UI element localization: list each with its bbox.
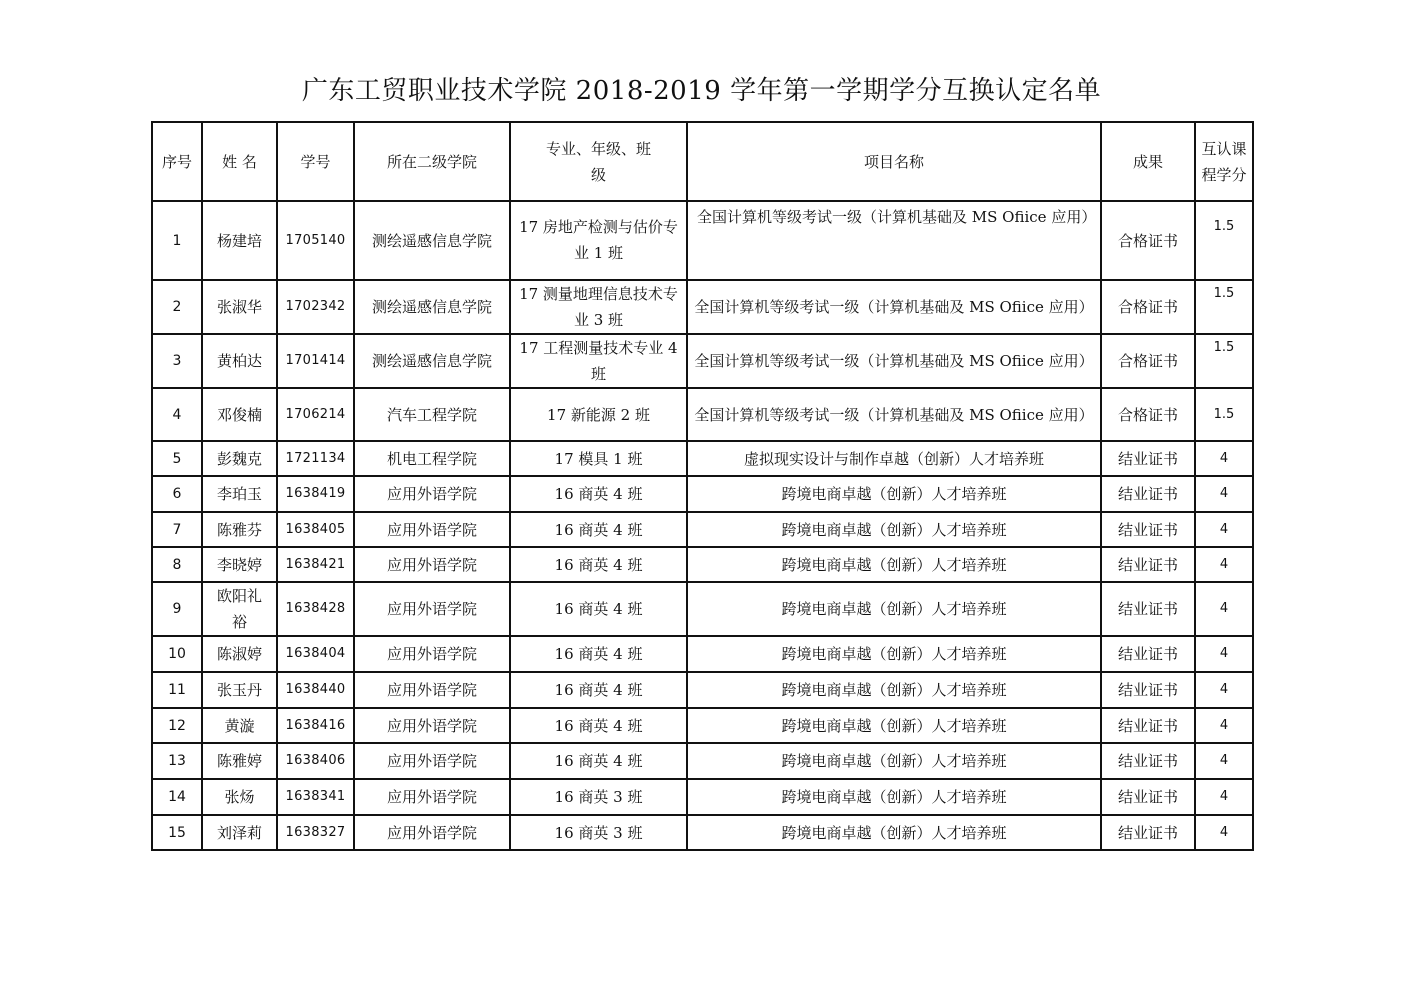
cell-major: 16 商英 4 班 bbox=[510, 672, 687, 708]
cell-student-id: 1638406 bbox=[277, 743, 354, 779]
cell-college: 应用外语学院 bbox=[354, 547, 510, 582]
table-row bbox=[152, 743, 1253, 779]
cell-seq: 3 bbox=[152, 334, 202, 388]
cell-seq: 14 bbox=[152, 779, 202, 815]
cell-seq: 8 bbox=[152, 547, 202, 582]
cell-seq: 7 bbox=[152, 512, 202, 547]
cell-name: 欧阳礼裕 bbox=[202, 582, 277, 636]
cell-result: 结业证书 bbox=[1101, 441, 1195, 476]
cell-project: 全国计算机等级考试一级（计算机基础及 MS Ofiice 应用） bbox=[687, 334, 1101, 388]
cell-result: 结业证书 bbox=[1101, 547, 1195, 582]
cell-name: 陈淑婷 bbox=[202, 636, 277, 672]
cell-result: 合格证书 bbox=[1101, 388, 1195, 441]
cell-student-id: 1706214 bbox=[277, 388, 354, 441]
cell-student-id: 1638421 bbox=[277, 547, 354, 582]
cell-student-id: 1638405 bbox=[277, 512, 354, 547]
table-row bbox=[152, 388, 1253, 441]
cell-name: 杨建培 bbox=[202, 201, 277, 280]
cell-credits: 4 bbox=[1195, 815, 1253, 850]
header-seq: 序号 bbox=[152, 122, 202, 201]
cell-credits: 4 bbox=[1195, 512, 1253, 547]
table-row bbox=[152, 815, 1253, 850]
cell-major: 16 商英 4 班 bbox=[510, 636, 687, 672]
cell-name: 李晓婷 bbox=[202, 547, 277, 582]
cell-seq: 12 bbox=[152, 708, 202, 743]
cell-name: 张淑华 bbox=[202, 280, 277, 334]
cell-result: 结业证书 bbox=[1101, 708, 1195, 743]
cell-project: 全国计算机等级考试一级（计算机基础及 MS Ofiice 应用） bbox=[687, 201, 1101, 280]
cell-college: 应用外语学院 bbox=[354, 815, 510, 850]
header-credits: 互认课程学分 bbox=[1195, 122, 1253, 201]
cell-result: 结业证书 bbox=[1101, 636, 1195, 672]
cell-college: 应用外语学院 bbox=[354, 636, 510, 672]
cell-name: 黄柏达 bbox=[202, 334, 277, 388]
cell-major: 16 商英 4 班 bbox=[510, 547, 687, 582]
cell-seq: 2 bbox=[152, 280, 202, 334]
cell-seq: 6 bbox=[152, 476, 202, 512]
cell-result: 合格证书 bbox=[1101, 201, 1195, 280]
cell-major: 16 商英 4 班 bbox=[510, 708, 687, 743]
cell-project: 全国计算机等级考试一级（计算机基础及 MS Ofiice 应用） bbox=[687, 280, 1101, 334]
cell-credits: 1.5 bbox=[1195, 280, 1253, 334]
table-row bbox=[152, 582, 1253, 636]
cell-college: 应用外语学院 bbox=[354, 476, 510, 512]
cell-result: 结业证书 bbox=[1101, 779, 1195, 815]
table-row bbox=[152, 547, 1253, 582]
cell-project: 跨境电商卓越（创新）人才培养班 bbox=[687, 779, 1101, 815]
cell-result: 结业证书 bbox=[1101, 743, 1195, 779]
header-row bbox=[152, 122, 1253, 201]
cell-name: 李珀玉 bbox=[202, 476, 277, 512]
cell-student-id: 1702342 bbox=[277, 280, 354, 334]
cell-seq: 1 bbox=[152, 201, 202, 280]
cell-name: 彭魏克 bbox=[202, 441, 277, 476]
cell-credits: 4 bbox=[1195, 708, 1253, 743]
cell-college: 应用外语学院 bbox=[354, 512, 510, 547]
cell-credits: 4 bbox=[1195, 582, 1253, 636]
cell-major: 16 商英 4 班 bbox=[510, 743, 687, 779]
header-name: 姓 名 bbox=[202, 122, 277, 201]
cell-project: 全国计算机等级考试一级（计算机基础及 MS Ofiice 应用） bbox=[687, 388, 1101, 441]
cell-project: 跨境电商卓越（创新）人才培养班 bbox=[687, 512, 1101, 547]
cell-major: 17 房地产检测与估价专业 1 班 bbox=[510, 201, 687, 280]
header-result: 成果 bbox=[1101, 122, 1195, 201]
cell-major: 17 工程测量技术专业 4 班 bbox=[510, 334, 687, 388]
cell-credits: 4 bbox=[1195, 743, 1253, 779]
cell-credits: 4 bbox=[1195, 779, 1253, 815]
cell-name: 张炀 bbox=[202, 779, 277, 815]
cell-seq: 13 bbox=[152, 743, 202, 779]
cell-seq: 11 bbox=[152, 672, 202, 708]
cell-result: 合格证书 bbox=[1101, 280, 1195, 334]
cell-project: 跨境电商卓越（创新）人才培养班 bbox=[687, 636, 1101, 672]
cell-student-id: 1638440 bbox=[277, 672, 354, 708]
cell-seq: 10 bbox=[152, 636, 202, 672]
cell-name: 张玉丹 bbox=[202, 672, 277, 708]
cell-student-id: 1638341 bbox=[277, 779, 354, 815]
cell-name: 陈雅婷 bbox=[202, 743, 277, 779]
table-row bbox=[152, 201, 1253, 280]
cell-project: 跨境电商卓越（创新）人才培养班 bbox=[687, 708, 1101, 743]
table-row bbox=[152, 334, 1253, 388]
cell-project: 跨境电商卓越（创新）人才培养班 bbox=[687, 582, 1101, 636]
header-major: 专业、年级、班级 bbox=[510, 122, 687, 201]
cell-name: 陈雅芬 bbox=[202, 512, 277, 547]
cell-credits: 4 bbox=[1195, 476, 1253, 512]
cell-name: 刘泽莉 bbox=[202, 815, 277, 850]
cell-college: 测绘遥感信息学院 bbox=[354, 280, 510, 334]
cell-major: 17 模具 1 班 bbox=[510, 441, 687, 476]
cell-major: 16 商英 4 班 bbox=[510, 476, 687, 512]
cell-credits: 1.5 bbox=[1195, 201, 1253, 280]
cell-major: 16 商英 4 班 bbox=[510, 512, 687, 547]
table-row bbox=[152, 636, 1253, 672]
cell-student-id: 1701414 bbox=[277, 334, 354, 388]
cell-student-id: 1638404 bbox=[277, 636, 354, 672]
cell-student-id: 1638419 bbox=[277, 476, 354, 512]
table-row bbox=[152, 708, 1253, 743]
cell-project: 跨境电商卓越（创新）人才培养班 bbox=[687, 476, 1101, 512]
cell-result: 结业证书 bbox=[1101, 815, 1195, 850]
cell-credits: 1.5 bbox=[1195, 334, 1253, 388]
cell-project: 跨境电商卓越（创新）人才培养班 bbox=[687, 672, 1101, 708]
header-college: 所在二级学院 bbox=[354, 122, 510, 201]
header-student-id: 学号 bbox=[277, 122, 354, 201]
cell-student-id: 1638416 bbox=[277, 708, 354, 743]
table-row bbox=[152, 441, 1253, 476]
table-row bbox=[152, 476, 1253, 512]
cell-college: 应用外语学院 bbox=[354, 582, 510, 636]
cell-credits: 1.5 bbox=[1195, 388, 1253, 441]
table-row bbox=[152, 672, 1253, 708]
cell-student-id: 1638327 bbox=[277, 815, 354, 850]
cell-seq: 9 bbox=[152, 582, 202, 636]
cell-college: 应用外语学院 bbox=[354, 672, 510, 708]
cell-seq: 4 bbox=[152, 388, 202, 441]
cell-seq: 15 bbox=[152, 815, 202, 850]
cell-result: 结业证书 bbox=[1101, 672, 1195, 708]
cell-college: 测绘遥感信息学院 bbox=[354, 334, 510, 388]
cell-name: 邓俊楠 bbox=[202, 388, 277, 441]
cell-college: 机电工程学院 bbox=[354, 441, 510, 476]
cell-college: 测绘遥感信息学院 bbox=[354, 201, 510, 280]
cell-major: 17 测量地理信息技术专业 3 班 bbox=[510, 280, 687, 334]
cell-credits: 4 bbox=[1195, 441, 1253, 476]
credit-exchange-table bbox=[151, 121, 1254, 851]
cell-college: 应用外语学院 bbox=[354, 708, 510, 743]
cell-major: 16 商英 4 班 bbox=[510, 582, 687, 636]
page-title: 广东工贸职业技术学院 2018-2019 学年第一学期学分互换认定名单 bbox=[301, 76, 1102, 106]
cell-credits: 4 bbox=[1195, 636, 1253, 672]
table-row bbox=[152, 512, 1253, 547]
cell-college: 应用外语学院 bbox=[354, 743, 510, 779]
cell-college: 汽车工程学院 bbox=[354, 388, 510, 441]
cell-project: 跨境电商卓越（创新）人才培养班 bbox=[687, 743, 1101, 779]
header-project: 项目名称 bbox=[687, 122, 1101, 201]
cell-credits: 4 bbox=[1195, 672, 1253, 708]
cell-major: 17 新能源 2 班 bbox=[510, 388, 687, 441]
cell-project: 跨境电商卓越（创新）人才培养班 bbox=[687, 547, 1101, 582]
cell-result: 结业证书 bbox=[1101, 582, 1195, 636]
cell-credits: 4 bbox=[1195, 547, 1253, 582]
cell-student-id: 1705140 bbox=[277, 201, 354, 280]
cell-student-id: 1721134 bbox=[277, 441, 354, 476]
table-row bbox=[152, 779, 1253, 815]
cell-student-id: 1638428 bbox=[277, 582, 354, 636]
cell-college: 应用外语学院 bbox=[354, 779, 510, 815]
cell-major: 16 商英 3 班 bbox=[510, 815, 687, 850]
cell-result: 合格证书 bbox=[1101, 334, 1195, 388]
cell-result: 结业证书 bbox=[1101, 476, 1195, 512]
table-row bbox=[152, 280, 1253, 334]
cell-result: 结业证书 bbox=[1101, 512, 1195, 547]
cell-project: 虚拟现实设计与制作卓越（创新）人才培养班 bbox=[687, 441, 1101, 476]
cell-seq: 5 bbox=[152, 441, 202, 476]
cell-name: 黄漩 bbox=[202, 708, 277, 743]
cell-project: 跨境电商卓越（创新）人才培养班 bbox=[687, 815, 1101, 850]
cell-major: 16 商英 3 班 bbox=[510, 779, 687, 815]
